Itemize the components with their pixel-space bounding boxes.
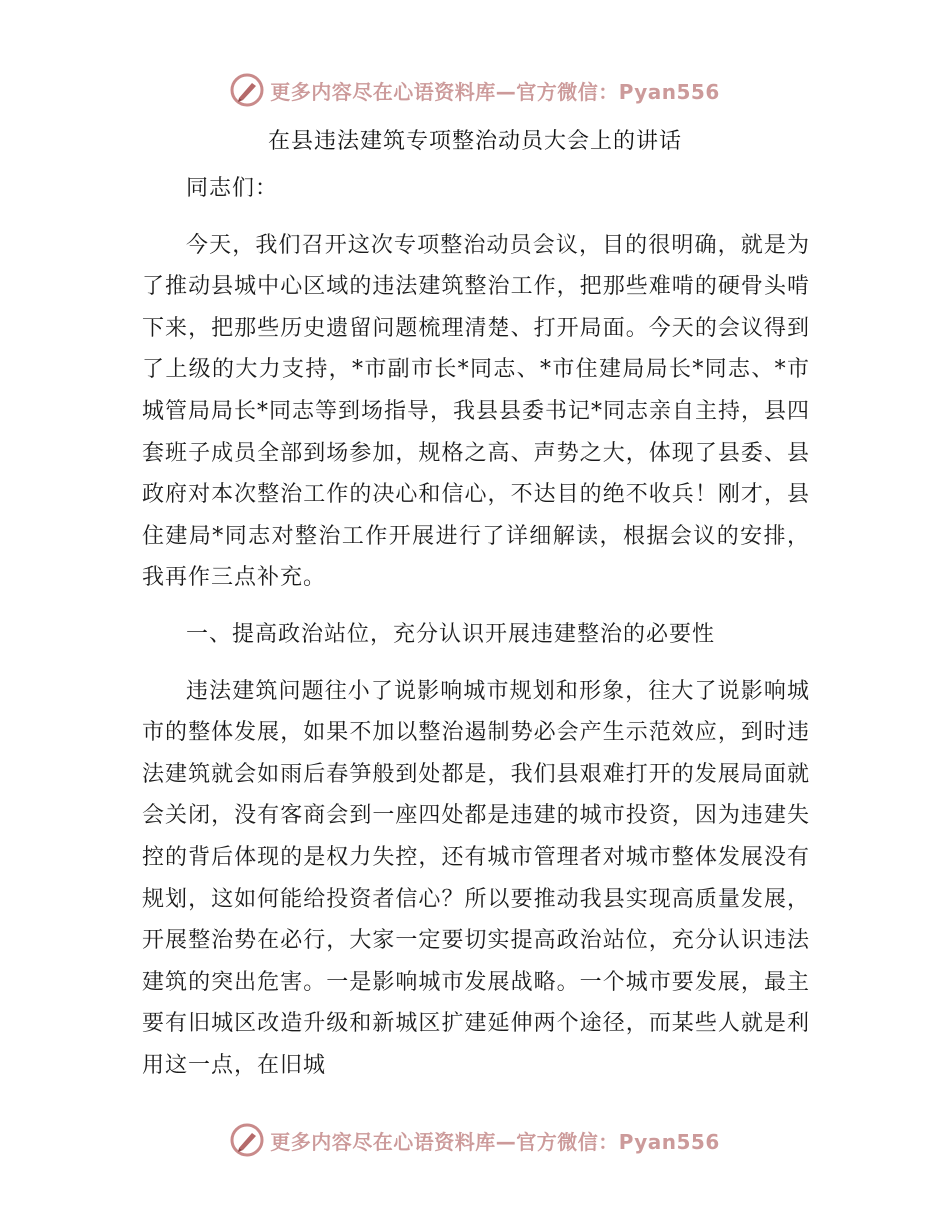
document-title: 在县违法建筑专项整治动员大会上的讲话 bbox=[267, 129, 682, 154]
document-body bbox=[142, 168, 810, 1086]
header-banner-text: 更多内容尽在心语资料库—官方微信：Pyan556 bbox=[270, 79, 720, 104]
header-banner bbox=[0, 70, 950, 110]
pen-logo-icon bbox=[230, 1123, 264, 1157]
greeting: 同志们： bbox=[186, 176, 279, 201]
footer-banner bbox=[0, 1120, 950, 1160]
footer-banner-text: 更多内容尽在心语资料库—官方微信：Pyan556 bbox=[270, 1129, 720, 1154]
paragraph-intro: 今天，我们召开这次专项整治动员会议，目的很明确，就是为了推动县城中心区域的违法建筑整治工作，把那些难啃的硬骨头啃下来，把那些历史遗留问题梳理清楚、打开局面。今天的会议得到了上级的大力支持，*市副市长*同志、*市住建局局长*同志、*市城管局局长*同志等到场指导，我县县委书记*同志亲自主持，县四套班子成员全部到场参加，规格之高、声势之大，体现了县委、县政府对本次整治工作的决心和信心，不达目的绝不收兵！刚才，县住建局*同志对整治工作开展进行了详细解读，根据会议的安排，我再作三点补充。 bbox=[142, 232, 811, 591]
section-heading-1: 一、提高政治站位，充分认识开展违建整治的必要性 bbox=[186, 621, 716, 647]
paragraph-section-1: 违法建筑问题往小了说影响城市规划和形象，往大了说影响城市的整体发展，如果不加以整治遏制势必会产生示范效应，到时违法建筑就会如雨后春笋般到处都是，我们县艰难打开的发展局面就会关闭，没有客商会到一座四处都是违建的城市投资，因为违建失控的背后体现的是权力失控，还有城市管理者对城市整体发展没有规划，这如何能给投资者信心？所以要推动我县实现高质量发展，开展整治势在必行，大家一定要切实提高政治站位，充分认识违法建筑的突出危害。一是影响城市发展战略。一个城市要发展，最主要有旧城区改造升级和新城区扩建延伸两个途径，而某些人就是利用这一点，在旧城 bbox=[142, 678, 810, 1078]
pen-logo-icon bbox=[230, 73, 264, 107]
